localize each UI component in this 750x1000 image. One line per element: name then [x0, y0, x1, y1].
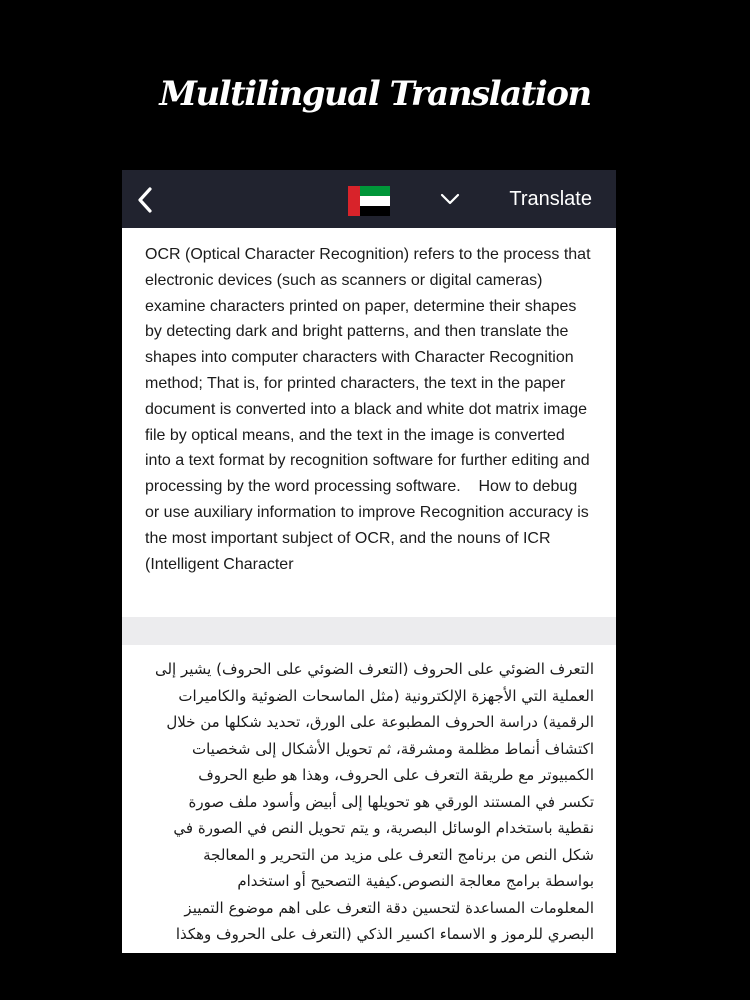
- flag-red-band: [348, 186, 360, 216]
- chevron-down-icon: [437, 188, 463, 210]
- translate-button[interactable]: Translate: [509, 188, 592, 210]
- chevron-left-icon: [132, 183, 160, 217]
- back-button[interactable]: [132, 183, 160, 217]
- top-navbar: [122, 170, 616, 228]
- translated-line: بواسطة برامج معالجة النصوص.كيفية التصحيح أو استخدام: [237, 872, 594, 890]
- flag-green-stripe: [360, 186, 390, 196]
- translated-line: الكمبيوتر مع طريقة التعرف على الحروف، وهذا هو طبع الحروف: [198, 766, 594, 784]
- translated-line: شكل النص من برنامج التعرف على مزيد من التحرير و المعالجة: [203, 845, 594, 864]
- translated-line: المعلومات المساعدة لتحسين دقة التعرف على اهم موضوع التمييز: [184, 898, 594, 917]
- translated-line: الرقمية) دراسة الحروف المطبوعة على الورق، تحديد شكلها من خلال: [166, 713, 594, 731]
- translated-line: اكتشاف أنماط مظلمة ومشرقة، ثم تحويل الأشكال إلى شخصيات: [191, 739, 594, 758]
- language-dropdown-button[interactable]: [437, 188, 463, 210]
- translated-line: نقطية باستخدام الوسائل البصرية، و يتم تحويل النص في الصورة في: [173, 819, 594, 837]
- translated-line: التعرف الضوئي على الحروف (التعرف الضوئي على الحروف) يشير إلى: [154, 660, 594, 678]
- uae-flag-icon[interactable]: [348, 186, 390, 216]
- section-divider: [122, 617, 616, 645]
- flag-white-stripe: [360, 196, 390, 206]
- translated-line: تكسر في المستند الورقي هو تحويلها إلى أبيض وأسود ملف صورة: [188, 792, 594, 811]
- translation-screen: [122, 170, 616, 953]
- flag-black-stripe: [360, 206, 390, 216]
- translated-line: العملية التي الأجهزة الإلكترونية (مثل الماسحات الضوئية والكاميرات: [178, 686, 594, 705]
- source-text[interactable]: OCR (Optical Character Recognition) refers to the process that electronic devices (such as scanners or digital cameras) examine characters printed on paper, determine their shapes by detecting dark and bright patterns, and then translate the shapes into computer characters with Character Recognition method; That is, for printed characters, the text in the paper document is converted into a black and white dot matrix image file by optical means, and the text in the image is converted into a text format by recognition software for further editing and processing by the word processing software. How to debug or use auxiliary information to improve Recognition accuracy is the most important subject of OCR, and the nouns of ICR (Intelligent Character: [145, 246, 595, 573]
- translated-line: البصري للرموز و الاسماء اكسير الذكي (التعرف على الحروف وهكذا: [175, 925, 594, 943]
- page-headline: Multilingual Translation: [159, 74, 591, 114]
- translated-text[interactable]: [136, 656, 594, 948]
